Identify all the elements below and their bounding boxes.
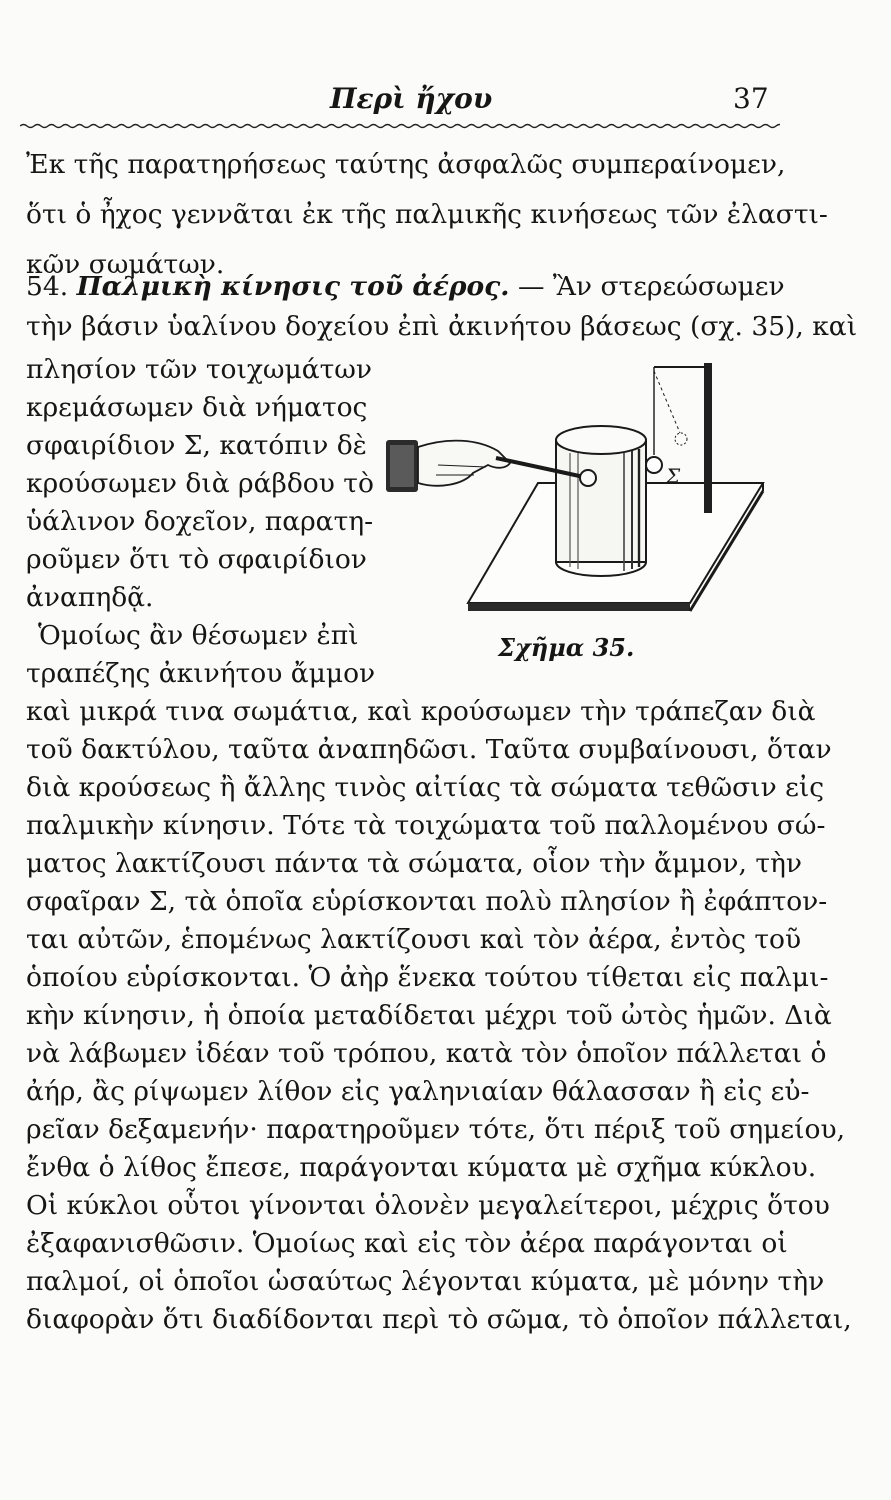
section-intro: — Ἂν στερεώσωμεν — [517, 271, 785, 302]
text-line-23: κὴν κίνησιν, ἡ ὁποία μεταδίδεται μέχρι τοῦ ὠτὸς ἡμῶν. Διὰ — [26, 1000, 832, 1031]
text-line-14: τραπέζης ἀκινήτου ἄμμον — [26, 658, 376, 689]
section-heading: Παλμικὴ κίνησις τοῦ ἀέρος. — [76, 271, 510, 302]
text-line-7: κρεμάσωμεν διὰ νήματος — [26, 392, 368, 423]
sphere-label: Σ — [666, 464, 681, 488]
text-line-18: παλμικὴν κίνησιν. Τότε τὰ τοιχώματα τοῦ παλλομένου σώ- — [26, 810, 826, 841]
text-line-15: καὶ μικρά τινα σωμάτια, καὶ κρούσωμεν τὴν τράπεζαν διὰ — [26, 696, 816, 727]
text-line-22: ὁποίου εὑρίσκονται. Ὁ ἀὴρ ἕνεκα τούτου τίθεται εἰς παλμι- — [26, 962, 829, 993]
text-line-20: σφαῖραν Σ, τὰ ὁποῖα εὑρίσκονται πολὺ πλησίον ἢ ἐφάπτον- — [26, 886, 828, 917]
text-line-5: τὴν βάσιν ὑαλίνου δοχείου ἐπὶ ἀκινήτου βάσεως (σχ. 35), καὶ — [26, 311, 858, 342]
text-line-21: ται αὐτῶν, ἑπομένως λακτίζουσι καὶ τὸν ἀέρα, ἐντὸς τοῦ — [26, 924, 802, 955]
text-line-6: πλησίον τῶν τοιχωμάτων — [26, 354, 373, 385]
text-line-11: ροῦμεν ὅτι τὸ σφαιρίδιον — [26, 544, 367, 575]
text-line-19: ματος λακτίζουσι πάντα τὰ σώματα, οἷον τὴν ἄμμον, τὴν — [26, 848, 803, 879]
text-line-1: Ἐκ τῆς παρατηρήσεως ταύτης ἀσφαλῶς συμπεραίνομεν, — [26, 149, 786, 180]
glass-vessel — [556, 426, 646, 576]
section-number: 54. — [26, 271, 69, 302]
running-head: Περὶ ἤχου — [330, 82, 493, 115]
text-line-16: τοῦ δακτύλου, ταῦτα ἀναπηδῶσι. Ταῦτα συμβαίνουσι, ὅταν — [26, 734, 832, 765]
text-line-8: σφαιρίδιον Σ, κατόπιν δὲ — [26, 430, 367, 461]
text-line-31: διαφορὰν ὅτι διαδίδονται περὶ τὸ σῶμα, τὸ ὁποῖον πάλλεται, — [26, 1304, 852, 1335]
text-line-17: διὰ κρούσεως ἢ ἄλλης τινὸς αἰτίας τὰ σώματα τεθῶσιν εἰς — [26, 772, 825, 803]
text-line-25: ἀήρ, ἂς ρίψωμεν λίθον εἰς γαληνιαίαν θάλασσαν ἢ εἰς εὐ- — [26, 1076, 810, 1107]
figure-35-illustration — [378, 355, 773, 635]
text-line-2: ὅτι ὁ ἦχος γεννᾶται ἐκ τῆς παλμικῆς κινήσεως τῶν ἐλαστι- — [26, 199, 828, 230]
figure-caption: Σχῆμα 35. — [498, 633, 635, 662]
text-line-9: κρούσωμεν διὰ ράβδου τὸ — [26, 468, 374, 499]
wavy-rule-divider — [20, 118, 780, 134]
text-line-3: κῶν σωμάτων. — [26, 249, 225, 280]
text-line-10: ὑάλινον δοχεῖον, παρατη- — [26, 506, 374, 537]
text-line-12: ἀναπηδᾷ. — [26, 582, 154, 613]
page-number: 37 — [733, 82, 769, 115]
text-line-28: Οἱ κύκλοι οὗτοι γίνονται ὁλονὲν μεγαλείτεροι, μέχρις ὅτου — [26, 1190, 830, 1221]
text-line-26: ρεῖαν δεξαμενήν· παρατηροῦμεν τότε, ὅτι πέριξ τοῦ σημείου, — [26, 1114, 846, 1145]
text-line-13: Ὁμοίως ἂν θέσωμεν ἐπὶ — [38, 620, 359, 651]
text-line-24: νὰ λάβωμεν ἰδέαν τοῦ τρόπου, κατὰ τὸν ὁποῖον πάλλεται ὁ — [26, 1038, 827, 1069]
text-line-29: ἐξαφανισθῶσιν. Ὁμοίως καὶ εἰς τὸν ἀέρα παράγονται οἱ — [26, 1228, 788, 1259]
text-line-30: παλμοί, οἱ ὁποῖοι ὡσαύτως λέγονται κύματα, μὲ μόνην τὴν — [26, 1266, 825, 1297]
text-line-27: ἔνθα ὁ λίθος ἔπεσε, παράγονται κύματα μὲ σχῆμα κύκλου. — [26, 1152, 817, 1183]
sphere — [646, 457, 662, 473]
